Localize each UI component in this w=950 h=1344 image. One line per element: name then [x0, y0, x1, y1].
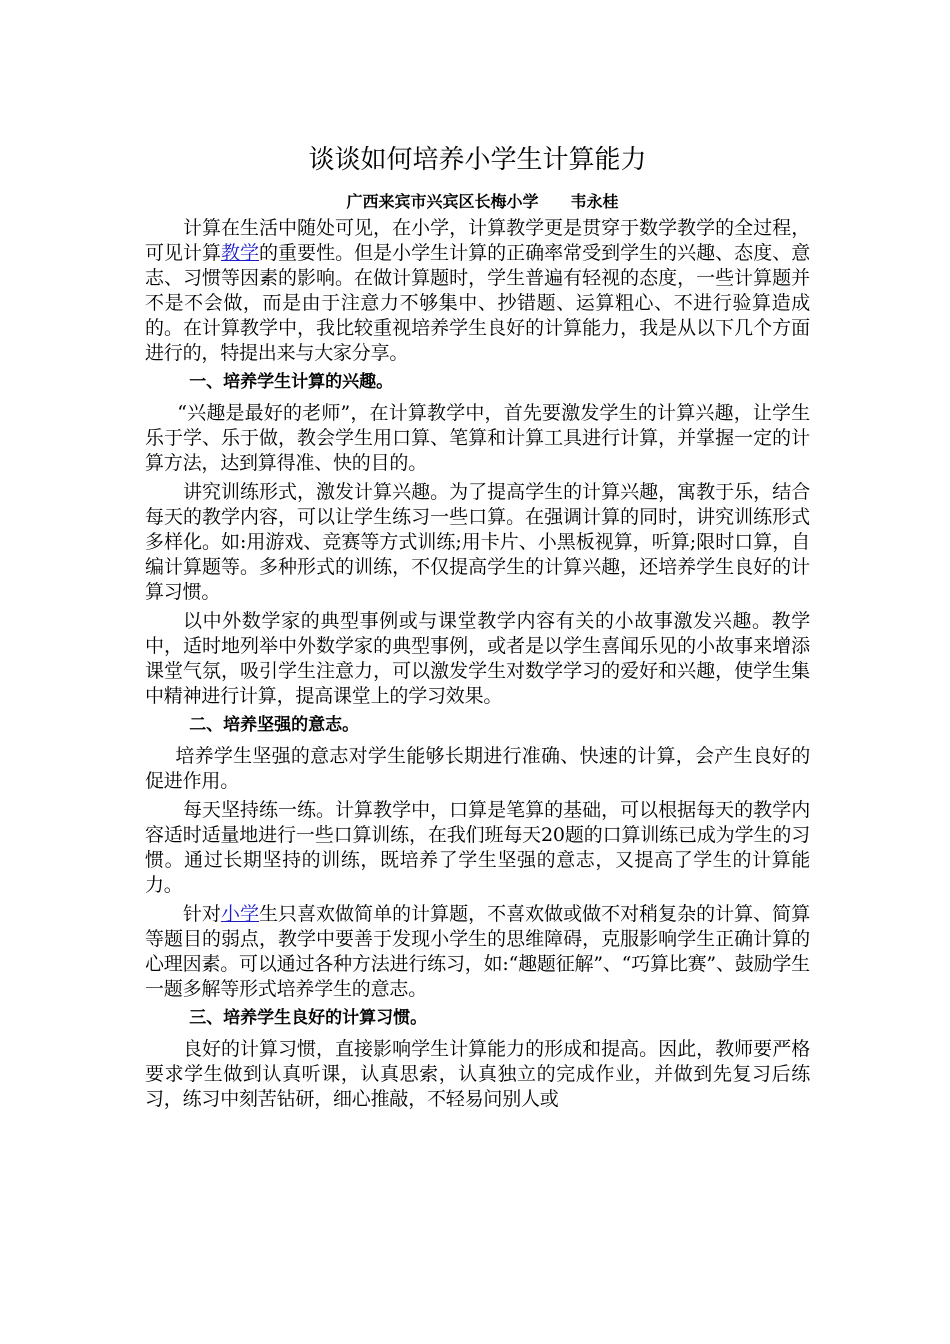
- section-2-heading: 二、培养坚强的意志。: [189, 715, 360, 735]
- section-2-p3-text-2: 生只喜欢做简单的计算题，不喜欢做或做不对稍复杂的计算、简算等题目的弱点，教学中要善于发现小学生的思维障碍，克服影响学生正确计算的心理因素。可以通过各种方法进行练习，如:“趣题征解”、“巧算比赛”、鼓励学生一题多解等形式培养学生的意志。: [145, 903, 810, 1000]
- author-line: 广西来宾市兴宾区长梅小学 韦永桂: [346, 192, 619, 211]
- intro-text-2: 的重要性。但是小学生计算的正确率常受到学生的兴趣、态度、意志、习惯等因素的影响。在做计算题时，学生普遍有轻视的态度，一些计算题并不是不会做，而是由于注意力不够集中、抄错题、运算粗心、不进行验算造成的。在计算教学中，我比较重视培养学生良好的计算能力，我是从以下几个方面进行的，特提出来与大家分享。: [145, 242, 811, 364]
- section-1-paragraph-3: 以中外数学家的典型事例或与课堂教学内容有关的小故事激发兴趣。教学中，适时地列举中外数学家的典型事例，或者是以学生喜闻乐见的小故事来增添课堂气氛，吸引学生注意力，可以激发学生对数学学习的爱好和兴趣，使学生集中精神进行计算，提高课堂上的学习效果。: [145, 610, 810, 707]
- section-1-heading: 一、培养学生计算的兴趣。: [189, 372, 394, 392]
- intro-paragraph: [145, 216, 810, 366]
- section-2-paragraph-2: 每天坚持练一练。计算教学中，口算是笔算的基础，可以根据每天的教学内容适时适量地进行一些口算训练，在我们班每天20题的口算训练已成为学生的习惯。通过长期坚持的训练，既培养了学生坚强的意志，又提高了学生的计算能力。: [145, 799, 810, 896]
- document-page: [145, 140, 810, 1116]
- section-3-paragraph-1: 良好的计算习惯，直接影响学生计算能力的形成和提高。因此，教师要严格要求学生做到认真听课，认真思索，认真独立的完成作业，并做到先复习后练习，练习中刻苦钻研，细心推敲，不轻易问别人或: [145, 1038, 810, 1110]
- section-2-paragraph-3: [145, 902, 810, 1002]
- section-1-paragraph-2: 讲究训练形式，激发计算兴趣。为了提高学生的计算兴趣，寓教于乐，结合每天的教学内容，可以让学生练习一些口算。在强调计算的同时，讲究训练形式多样化。如:用游戏、竞赛等方式训练;用卡片、小黑板视算，听算;限时口算，自编计算题等。多种形式的训练，不仅提高学生的计算兴趣，还培养学生良好的计算习惯。: [145, 481, 810, 603]
- intro-text-1: 计算在生活中随处可见，在小学，计算教学更是贯穿于数学教学的全过程，可见计算: [145, 217, 810, 264]
- document-title: 谈谈如何培养小学生计算能力: [308, 145, 647, 175]
- xiaoxue-link[interactable]: 小学: [221, 903, 260, 925]
- section-2-paragraph-1: 培养学生坚强的意志对学生能够长期进行准确、快速的计算，会产生良好的促进作用。: [145, 745, 810, 792]
- section-3-heading: 三、培养学生良好的计算习惯。: [189, 1008, 428, 1028]
- jiaoxue-link[interactable]: 教学: [221, 242, 260, 264]
- section-1-paragraph-1: “兴趣是最好的老师”，在计算教学中，首先要激发学生的计算兴趣，让学生乐于学、乐于做，教会学生用口算、笔算和计算工具进行计算，并掌握一定的计算方法，达到算得准、快的目的。: [145, 402, 810, 474]
- section-2-p3-text-1: 针对: [183, 903, 222, 925]
